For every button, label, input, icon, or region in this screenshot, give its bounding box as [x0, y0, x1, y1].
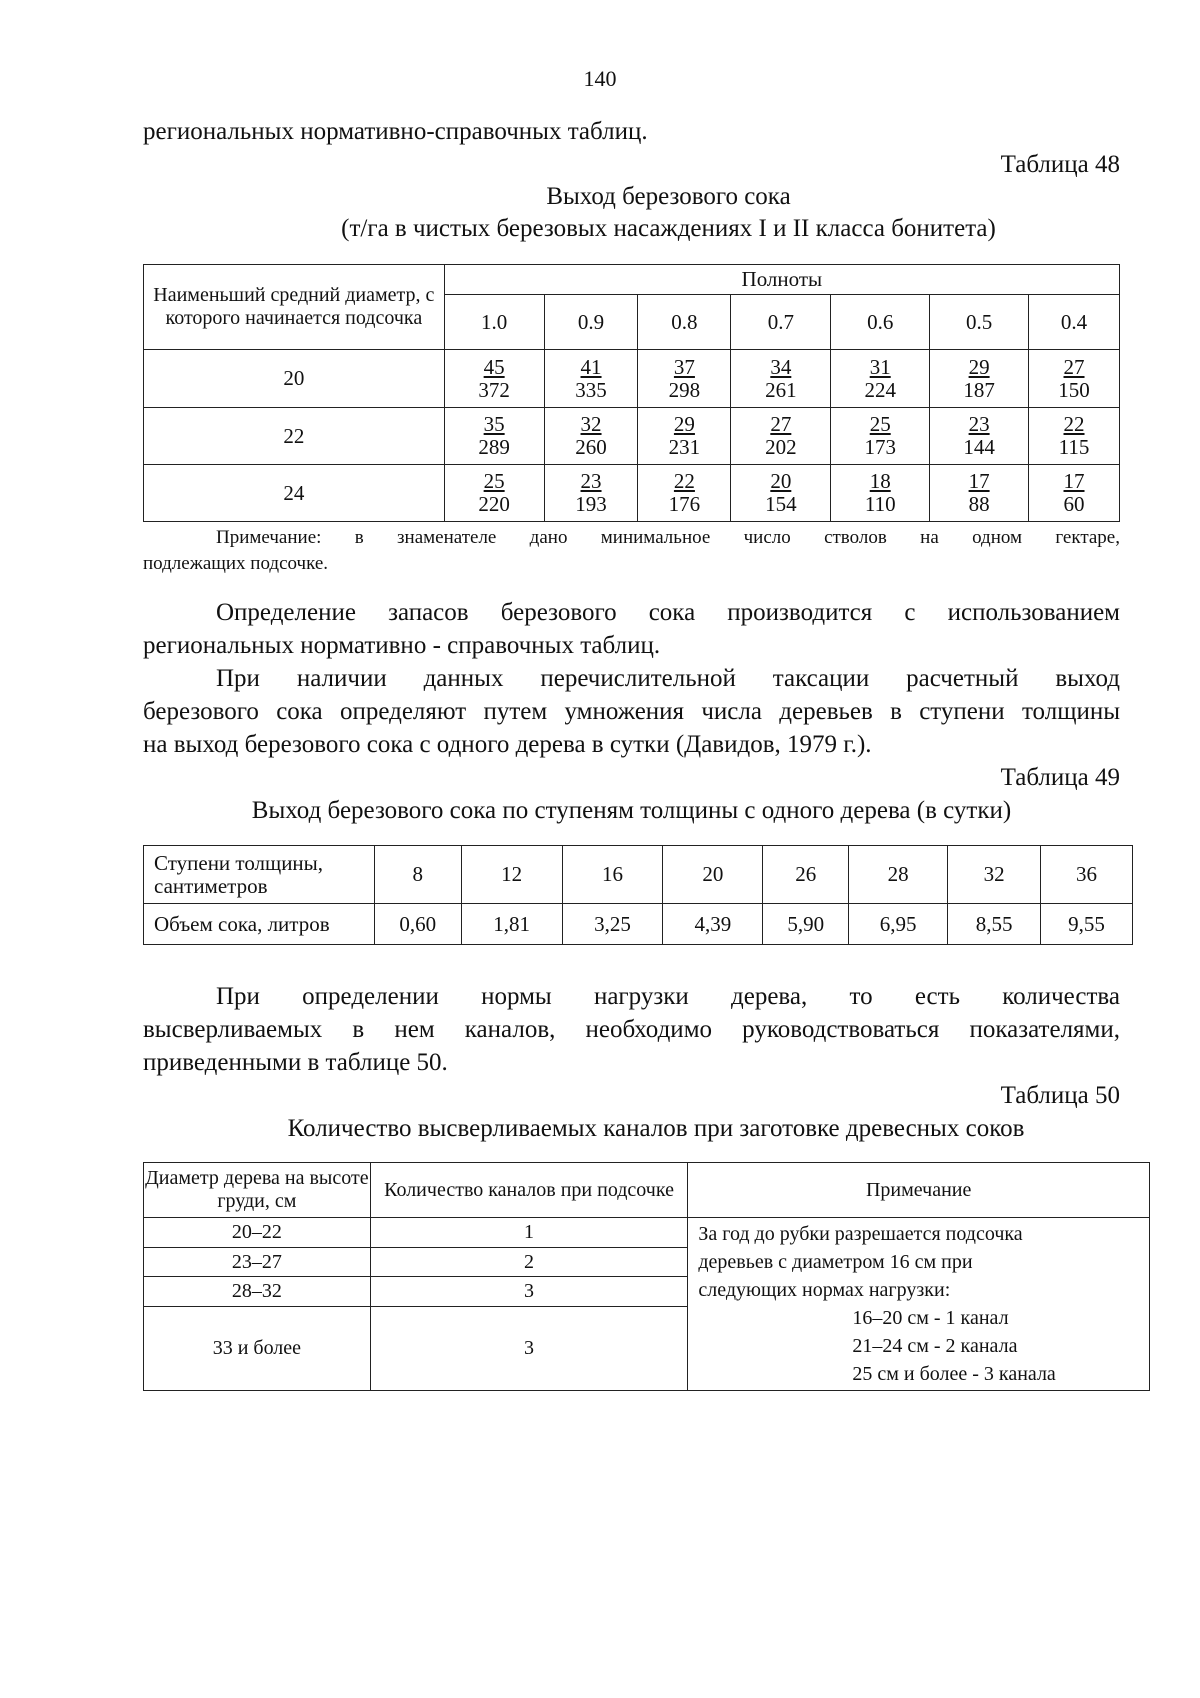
table48-col-header: 0.7 [731, 295, 831, 350]
table48-diameter: 22 [144, 408, 445, 465]
table49-row2-label: Объем сока, литров [144, 904, 375, 945]
table48-denominator: 224 [864, 377, 896, 402]
table48-cell [444, 350, 544, 408]
table48-cell [638, 465, 731, 522]
table48-denominator: 202 [765, 435, 797, 459]
table48-col-header: 0.8 [638, 295, 731, 350]
table48-numerator: 37 [673, 354, 695, 379]
table49-volume: 3,25 [562, 904, 663, 945]
table-row [144, 465, 1120, 522]
table50-diameter: 28–32 [144, 1277, 371, 1307]
para2-line2: березового сока определяют путем умножения числа деревьев в ступени толщины [143, 698, 1120, 725]
table48-cell [1029, 350, 1120, 408]
table50-channels: 3 [370, 1307, 688, 1391]
table49-step: 36 [1041, 846, 1133, 904]
table50-channels: 3 [370, 1277, 688, 1307]
table48-cell [831, 408, 930, 465]
para3-line2: высверливаемых в нем каналов, необходимо руководствоваться показателями, [143, 1016, 1120, 1043]
table48-cell [930, 465, 1029, 522]
table48-numerator: 32 [580, 412, 602, 436]
table50-note-line3: следующих нормах нагрузки: [698, 1279, 951, 1301]
table48-numerator: 27 [770, 412, 792, 436]
table49-step: 20 [663, 846, 763, 904]
table-row [144, 408, 1120, 465]
table48-denominator: 60 [1063, 492, 1085, 516]
table48-numerator: 22 [1063, 412, 1085, 436]
table48-cell [544, 408, 638, 465]
table50-note-line6: 25 см и более - 3 канала [852, 1363, 1056, 1385]
table49-volume: 9,55 [1041, 904, 1133, 945]
table48-cell [731, 350, 831, 408]
table48-denominator: 154 [765, 492, 797, 516]
table48-cell [1029, 408, 1120, 465]
table50-label: Таблица 50 [1000, 1082, 1120, 1109]
table50-diameter: 20–22 [144, 1218, 371, 1248]
table48-row-header: Наименьший средний диаметр, с которого начинается подсочка [144, 265, 445, 350]
table48-cell [1029, 465, 1120, 522]
table48-group-header: Полноты [444, 265, 1119, 295]
para1-line2: региональных нормативно - справочных таблиц. [143, 632, 661, 659]
table48-denominator: 298 [668, 377, 701, 402]
table48-title: Выход березового сока [546, 183, 791, 210]
table48-cell [930, 350, 1029, 408]
table48-numerator: 17 [968, 469, 990, 493]
table48-cell [638, 408, 731, 465]
table48-label: Таблица 48 [1000, 151, 1120, 178]
table48-numerator: 35 [483, 412, 505, 436]
table-row [144, 846, 1133, 904]
table48-numerator: 27 [1063, 354, 1085, 379]
table48-denominator: 144 [963, 435, 995, 459]
table48-denominator: 193 [575, 492, 607, 516]
table48-cell [731, 465, 831, 522]
table48-numerator: 23 [968, 412, 990, 436]
table50-diameter: 33 и более [144, 1307, 371, 1391]
table49-step: 8 [374, 846, 461, 904]
table48-numerator: 45 [483, 354, 505, 379]
table48-denominator: 260 [575, 435, 607, 459]
table48-numerator: 25 [869, 412, 891, 436]
table49-title: Выход березового сока по ступеням толщины с одного дерева (в сутки) [251, 797, 1012, 824]
intro-fragment: региональных нормативно-справочных таблиц. [143, 118, 648, 145]
table48-denominator: 261 [765, 377, 797, 402]
page-number: 140 [583, 66, 617, 91]
table48-numerator: 25 [483, 469, 505, 493]
table48-denominator: 88 [968, 492, 990, 516]
table48-denominator: 173 [864, 435, 896, 459]
table49-volume: 8,55 [948, 904, 1041, 945]
table50-title: Количество высверливаемых каналов при заготовке древесных соков [287, 1115, 1025, 1142]
table48-col-header: 0.9 [544, 295, 638, 350]
table48-note-line1: Примечание: в знаменателе дано минимальное число стволов на одном гектаре, [216, 527, 1120, 548]
table48-numerator: 18 [869, 469, 891, 493]
para3-line3: приведенными в таблице 50. [143, 1049, 448, 1076]
table48-cell [544, 350, 638, 408]
table48-cell [731, 408, 831, 465]
table49-volume: 1,81 [461, 904, 562, 945]
table-row [144, 350, 1120, 408]
table48-numerator: 34 [770, 354, 792, 379]
table48-denominator: 150 [1058, 377, 1090, 402]
table-row [144, 904, 1133, 945]
table49-volume: 4,39 [663, 904, 763, 945]
table48-diameter: 20 [144, 350, 445, 408]
table48-numerator: 23 [580, 469, 602, 493]
table49-step: 16 [562, 846, 663, 904]
table50-note-line2: деревьев с диаметром 16 см при [698, 1251, 973, 1273]
table48-numerator: 17 [1063, 469, 1085, 493]
table48-col-header: 1.0 [444, 295, 544, 350]
table48-denominator: 187 [963, 377, 995, 402]
table48-col-header: 0.4 [1029, 295, 1120, 350]
table48-numerator: 20 [770, 469, 792, 493]
table48-numerator: 41 [580, 354, 602, 379]
table48-col-header: 0.5 [930, 295, 1029, 350]
table50-col1-header: Диаметр дерева на высоте груди, см [144, 1163, 371, 1218]
table49-step: 26 [763, 846, 849, 904]
table-row [144, 1218, 1150, 1248]
table50-channels: 2 [370, 1247, 688, 1277]
table49-label: Таблица 49 [1000, 764, 1120, 791]
table50-col3-header: Примечание [688, 1163, 1150, 1218]
table48-numerator: 22 [673, 469, 695, 493]
table49-row1-label: Ступени толщины, сантиметров [144, 846, 375, 904]
table50-note-line4: 16–20 см - 1 канал [852, 1307, 1009, 1329]
para2-line1: При наличии данных перечислительной таксации расчетный выход [216, 665, 1120, 692]
table48-cell [638, 350, 731, 408]
table48-cell [831, 350, 930, 408]
table49-step: 12 [461, 846, 562, 904]
table48 [143, 264, 1120, 522]
table48-cell [930, 408, 1029, 465]
table49-volume: 5,90 [763, 904, 849, 945]
table50 [143, 1162, 1150, 1391]
table48-note-line2: подлежащих подсочке. [143, 553, 329, 574]
table48-cell [444, 465, 544, 522]
table50-note-line1: За год до рубки разрешается подсочка [698, 1223, 1023, 1245]
para3-line1: При определении нормы нагрузки дерева, то есть количества [216, 983, 1120, 1010]
table48-denominator: 335 [575, 377, 607, 402]
table48-col-header: 0.6 [831, 295, 930, 350]
table48-denominator: 110 [864, 492, 896, 516]
para1-line1: Определение запасов березового сока производится с использованием [216, 599, 1120, 626]
table48-subtitle: (т/га в чистых березовых насаждениях I и II класса бонитета) [341, 215, 996, 242]
table49-step: 28 [849, 846, 948, 904]
para2-line3: на выход березового сока с одного дерева в сутки (Давидов, 1979 г.). [143, 731, 872, 758]
table50-note [688, 1218, 1150, 1391]
table48-denominator: 372 [478, 377, 510, 402]
table48-cell [831, 465, 930, 522]
table48-denominator: 220 [478, 492, 510, 516]
table48-denominator: 289 [478, 435, 510, 459]
table48-denominator: 231 [668, 435, 701, 459]
table49-volume: 6,95 [849, 904, 948, 945]
table48-cell [444, 408, 544, 465]
table48-denominator: 176 [668, 492, 701, 516]
table49 [143, 845, 1133, 945]
table50-note-line5: 21–24 см - 2 канала [852, 1335, 1018, 1357]
table48-diameter: 24 [144, 465, 445, 522]
table50-channels: 1 [370, 1218, 688, 1248]
table49-step: 32 [948, 846, 1041, 904]
table48-cell [544, 465, 638, 522]
table50-diameter: 23–27 [144, 1247, 371, 1277]
table50-col2-header: Количество каналов при подсочке [370, 1163, 688, 1218]
table48-numerator: 29 [673, 412, 695, 436]
table49-volume: 0,60 [374, 904, 461, 945]
table48-numerator: 31 [869, 354, 891, 379]
table48-denominator: 115 [1058, 435, 1090, 459]
table48-numerator: 29 [968, 354, 990, 379]
